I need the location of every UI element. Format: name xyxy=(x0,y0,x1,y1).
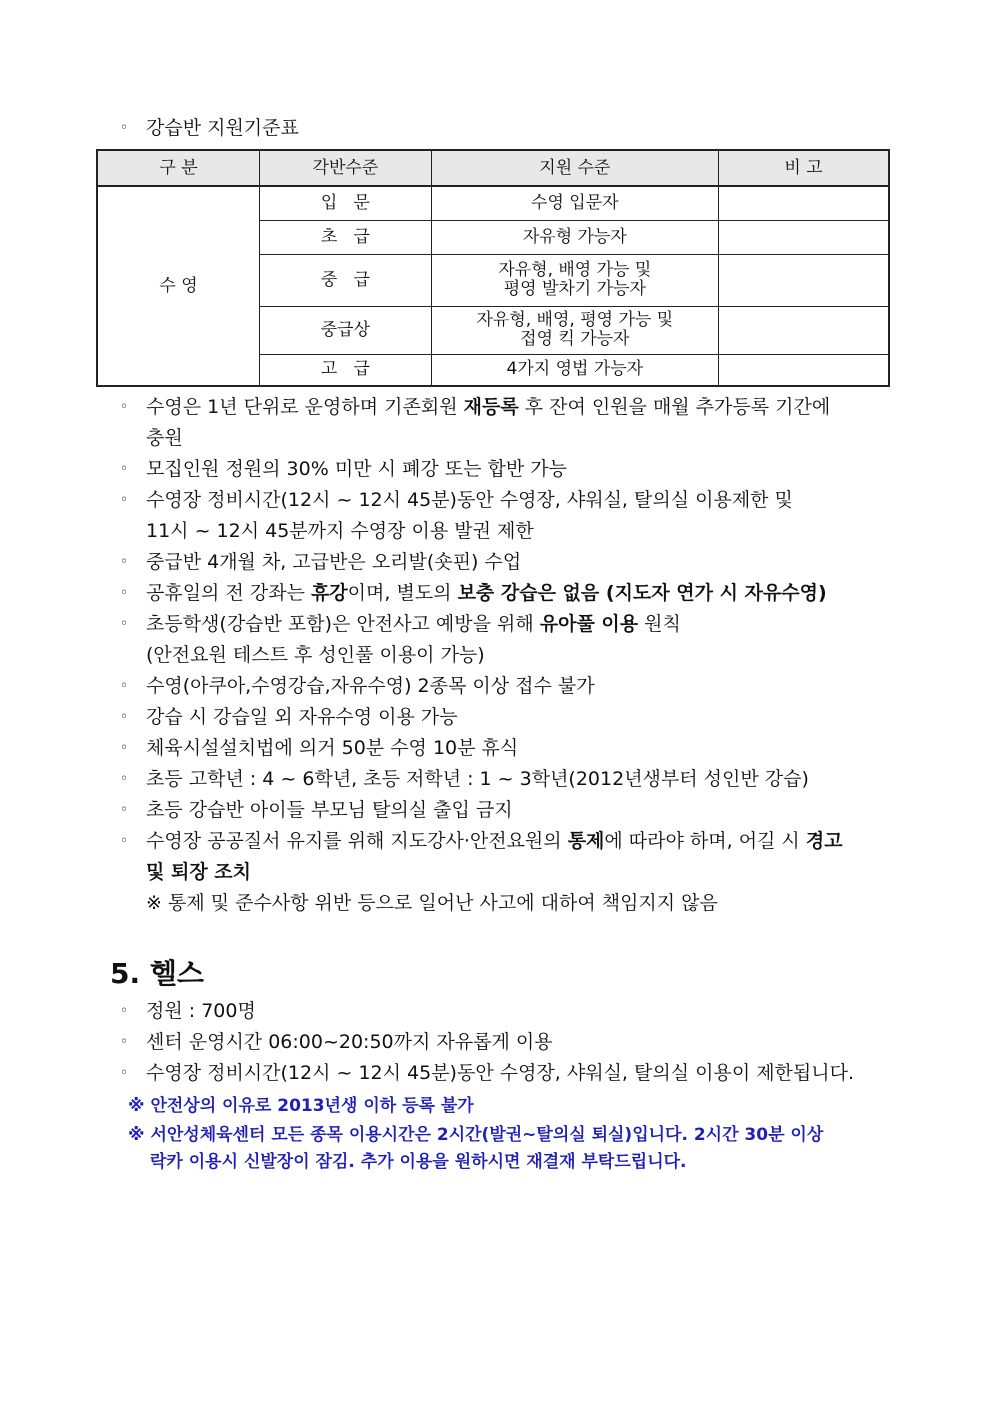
text-span: 에 따라야 하며, 어길 시 xyxy=(604,830,806,852)
level-cell: 중 급 xyxy=(260,254,432,306)
text-span: (안전요원 테스트 후 성인풀 이용이 가능) xyxy=(146,644,485,666)
bullet-icon: ◦ xyxy=(120,1065,129,1081)
bullet-icon: ◦ xyxy=(120,771,129,787)
support-criteria-table xyxy=(96,149,890,387)
support-cell: 자유형, 배영 가능 및 평영 발차기 가능자 xyxy=(431,254,718,306)
bullet-icon: ◦ xyxy=(120,1003,129,1019)
bullet-icon: ◦ xyxy=(120,120,129,136)
bold-text: 휴강 xyxy=(310,582,348,604)
text-span: 수영장 정비시간(12시 ~ 12시 45분)동안 수영장, 샤워실, 탈의실 이용이 제한됩니다. xyxy=(146,1062,855,1084)
bullet-icon: ◦ xyxy=(120,585,129,601)
level-cell: 초 급 xyxy=(260,220,432,254)
text-span: 중급반 4개월 차, 고급반은 오리발(숏핀) 수업 xyxy=(146,551,522,573)
bullet-icon: ◦ xyxy=(120,1034,129,1050)
level-cell: 고 급 xyxy=(260,354,432,386)
bullet-icon: ◦ xyxy=(120,833,129,849)
text-span: 수영장 정비시간(12시 ~ 12시 45분)동안 수영장, 샤워실, 탈의실 이용제한 및 xyxy=(146,489,793,511)
text-span: 정원 : 700명 xyxy=(146,1000,256,1022)
bold-text: 보충 강습은 없음 (지도자 연가 시 자유수영) xyxy=(457,582,827,604)
notice-age-restriction: ※ 안전상의 이유로 2013년생 이하 등록 불가 xyxy=(128,1096,474,1116)
header-level: 각반수준 xyxy=(260,150,432,186)
bold-text: 유아풀 이용 xyxy=(539,613,639,635)
bullet-icon: ◦ xyxy=(120,461,129,477)
support-cell: 수영 입문자 xyxy=(431,186,718,220)
bullet-icon: ◦ xyxy=(120,709,129,725)
support-cell: 자유형 가능자 xyxy=(431,220,718,254)
notice-usage-time-cont: 락카 이용시 신발장이 잠김. 추가 이용을 원하시면 재결재 부탁드립니다. xyxy=(150,1152,687,1172)
bullet-icon: ◦ xyxy=(120,492,129,508)
section-title: 강습반 지원기준표 xyxy=(146,117,299,139)
bold-text: 및 퇴장 조치 xyxy=(146,861,251,883)
note-cell xyxy=(718,254,889,306)
text-span: 수영은 1년 단위로 운영하며 기존회원 xyxy=(146,396,464,418)
text-span: 모집인원 정원의 30% 미만 시 폐강 또는 합반 가능 xyxy=(146,458,567,480)
note-text: ※ 통제 및 준수사항 위반 등으로 일어난 사고에 대하여 책임지지 않음 xyxy=(146,892,718,914)
text-span: 초등 고학년 : 4 ~ 6학년, 초등 저학년 : 1 ~ 3학년(2012년생부터 성인반 강습) xyxy=(146,768,809,790)
header-support: 지원 수준 xyxy=(431,150,718,186)
table-row xyxy=(97,186,889,220)
note-cell xyxy=(718,306,889,354)
text-span: 후 잔여 인원을 매월 추가등록 기간에 xyxy=(518,396,831,418)
header-category: 구 분 xyxy=(97,150,260,186)
support-cell: 자유형, 배영, 평영 가능 및 접영 킥 가능자 xyxy=(431,306,718,354)
header-note: 비 고 xyxy=(718,150,889,186)
note-cell xyxy=(718,220,889,254)
category-cell: 수 영 xyxy=(97,186,260,386)
bullet-icon: ◦ xyxy=(120,616,129,632)
note-cell xyxy=(718,186,889,220)
bold-text: 재등록 xyxy=(463,396,519,418)
text-span: 충원 xyxy=(146,427,183,449)
text-span: 11시 ~ 12시 45분까지 수영장 이용 발권 제한 xyxy=(146,520,534,542)
text-span: 공휴일의 전 강좌는 xyxy=(146,582,311,604)
bullet-icon: ◦ xyxy=(120,740,129,756)
level-cell: 중급상 xyxy=(260,306,432,354)
bullet-icon: ◦ xyxy=(120,554,129,570)
bullet-icon: ◦ xyxy=(120,399,129,415)
bold-text: 경고 xyxy=(805,830,843,852)
bullet-icon: ◦ xyxy=(120,802,129,818)
note-cell xyxy=(718,354,889,386)
bullet-icon: ◦ xyxy=(120,678,129,694)
text-span: 수영장 공공질서 유지를 위해 지도강사·안전요원의 xyxy=(146,830,568,852)
text-span: 초등학생(강습반 포함)은 안전사고 예방을 위해 xyxy=(146,613,540,635)
text-span: 센터 운영시간 06:00~20:50까지 자유롭게 이용 xyxy=(146,1031,553,1053)
text-span: 체육시설설치법에 의거 50분 수영 10분 휴식 xyxy=(146,737,519,759)
health-heading: 5. 헬스 xyxy=(110,957,204,990)
level-cell: 입 문 xyxy=(260,186,432,220)
table-header-row xyxy=(97,150,889,186)
text-span: 이며, 별도의 xyxy=(347,582,458,604)
text-span: 초등 강습반 아이들 부모님 탈의실 출입 금지 xyxy=(146,799,513,821)
support-cell: 4가지 영법 가능자 xyxy=(431,354,718,386)
bold-text: 통제 xyxy=(567,830,605,852)
text-span: 강습 시 강습일 외 자유수영 이용 가능 xyxy=(146,706,458,728)
notice-usage-time: ※ 서안성체육센터 모든 종목 이용시간은 2시간(발권~탈의실 퇴실)입니다. 2시간 30분 이상 xyxy=(128,1125,824,1145)
text-span: 원칙 xyxy=(638,613,681,635)
text-span: 수영(아쿠아,수영강습,자유수영) 2종목 이상 접수 불가 xyxy=(146,675,595,697)
